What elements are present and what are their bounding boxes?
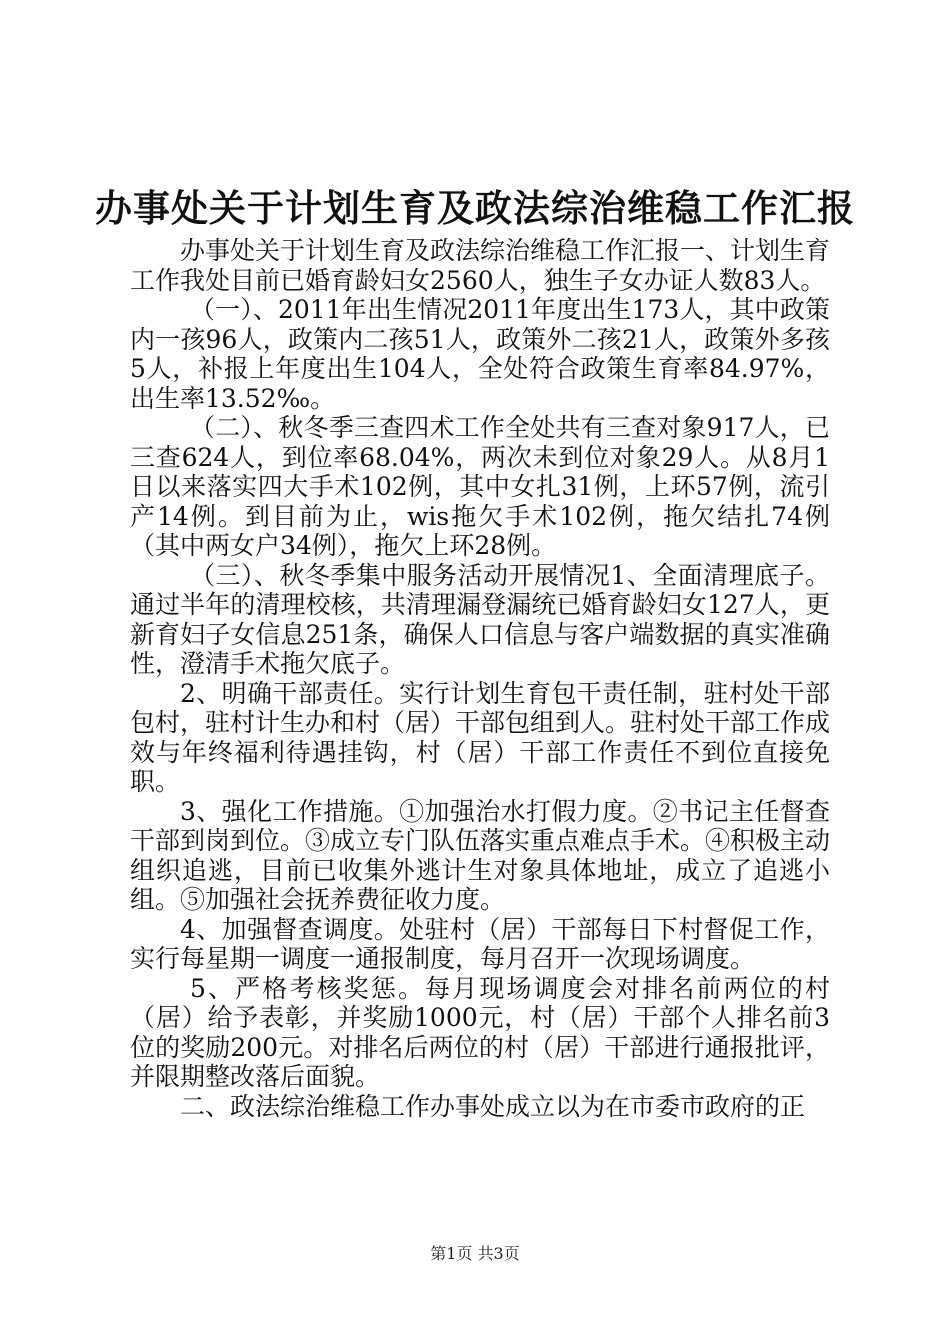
paragraph-assessment: 5、严格考核奖惩。每月现场调度会对排名前两位的村（居）给予表彰，并奖励1000元，村（居）干部个人排名前3位的奖励200元。对排名后两位的村（居）干部进行通报批评，并限期整改落后面貌。: [130, 973, 830, 1091]
document-body: [130, 236, 830, 1121]
paragraph-intro: 办事处关于计划生育及政法综治维稳工作汇报一、计划生育工作我处目前已婚育龄妇女2560人，独生子女办证人数83人。: [130, 236, 831, 295]
paragraph-political-legal: 二、政法综治维稳工作办事处成立以为在市委市政府的正: [180, 1091, 806, 1121]
paragraph-checkups-surgeries: （二）、秋冬季三查四术工作全处共有三查对象917人，已三查624人，到位率68.04%，两次未到位对象29人。从8月1日以来落实四大手术102例，其中女扎31例，上环57例，流引产14例。到目前为止，wis拖欠手术102例，拖欠结扎74例（其中两女户34例），拖欠上环28例。: [130, 413, 830, 560]
document-title: 办事处关于计划生育及政法综治维稳工作汇报: [95, 187, 855, 230]
page-number-footer: 第1页 共3页: [430, 1244, 520, 1263]
paragraph-cadre-responsibility: 2、明确干部责任。实行计划生育包干责任制，驻村处干部包村，驻村计生办和村（居）干部包组到人。驻村处干部工作成效与年终福利待遇挂钩，村（居）干部工作责任不到位直接免职。: [130, 678, 831, 796]
paragraph-births-2011: （一）、2011年出生情况2011年度出生173人，其中政策内一孩96人，政策内二孩51人，政策外二孩21人，政策外多孩5人，补报上年度出生104人，全处符合政策生育率84.97%，出生率13.52‰。: [130, 295, 830, 413]
paragraph-service-activities: （三）、秋冬季集中服务活动开展情况1、全面清理底子。通过半年的清理校核，共清理漏登漏统已婚育龄妇女127人，更新育妇子女信息251条，确保人口信息与客户端数据的真实准确性，澄清手术拖欠底子。: [130, 560, 830, 678]
paragraph-supervision: 4、加强督查调度。处驻村（居）干部每日下村督促工作，实行每星期一调度一通报制度，每月召开一次现场调度。: [130, 914, 830, 973]
paragraph-work-measures: 3、强化工作措施。①加强治水打假力度。②书记主任督查干部到岗到位。③成立专门队伍落实重点难点手术。④积极主动组织追逃，目前已收集外逃计生对象具体地址，成立了追逃小组。⑤加强社会抚养费征收力度。: [130, 796, 831, 914]
